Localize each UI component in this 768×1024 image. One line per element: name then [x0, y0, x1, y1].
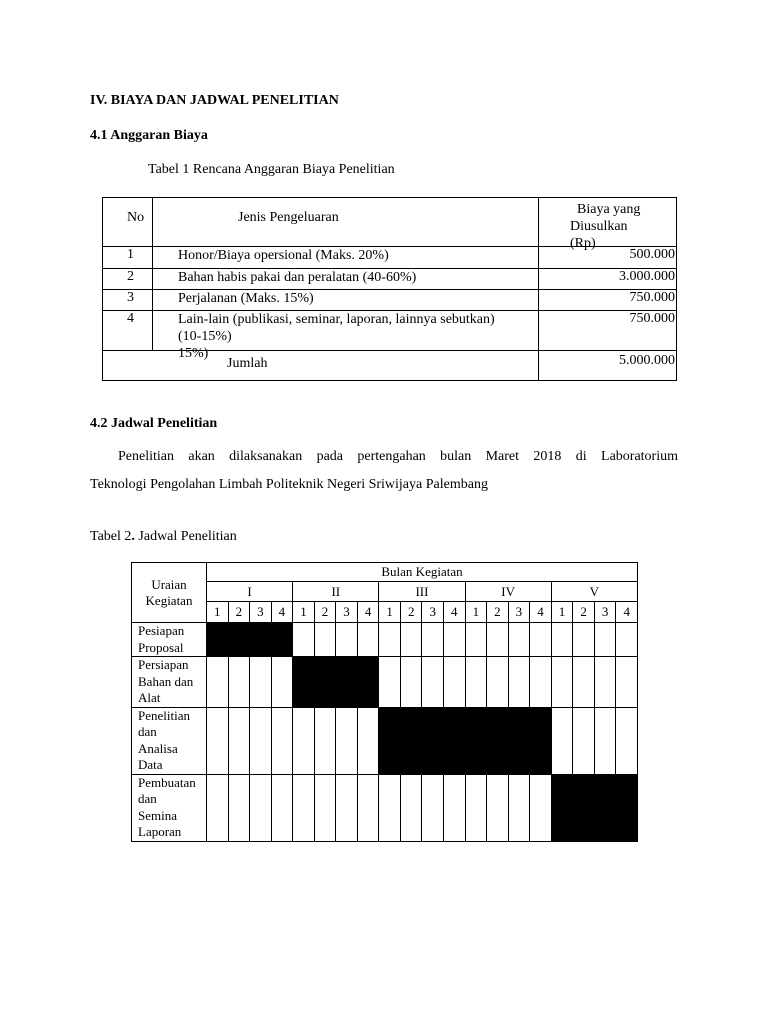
schedule-cell-active: [314, 657, 336, 708]
activity-row: [132, 657, 638, 708]
week-header: 4: [271, 602, 293, 623]
schedule-cell: [314, 707, 336, 774]
schedule-cell-active: [250, 623, 272, 657]
row-no: 1: [103, 247, 153, 269]
week-header: 2: [400, 602, 422, 623]
schedule-cell: [530, 657, 552, 708]
schedule-header-row: [132, 563, 638, 582]
schedule-cell: [207, 774, 229, 841]
week-header: 3: [422, 602, 444, 623]
row-biaya: 750.000: [539, 311, 677, 351]
schedule-cell-active: [551, 774, 573, 841]
week-header: 2: [228, 602, 250, 623]
month-header: IV: [465, 582, 551, 602]
week-header: 2: [573, 602, 595, 623]
week-header: 1: [293, 602, 315, 623]
schedule-cell: [400, 774, 422, 841]
schedule-cell: [228, 774, 250, 841]
activity-label-line: Pesiapan: [138, 623, 185, 638]
schedule-cell: [465, 657, 487, 708]
header-biaya-line2: Diusulkan: [570, 219, 628, 234]
month-header: I: [207, 582, 293, 602]
total-label: Jumlah: [103, 351, 539, 381]
week-header: 1: [551, 602, 573, 623]
schedule-cell-active: [573, 774, 595, 841]
schedule-cell: [271, 774, 293, 841]
schedule-cell: [530, 623, 552, 657]
week-header: 1: [465, 602, 487, 623]
activity-label-line: Alat: [138, 690, 161, 705]
schedule-cell: [379, 657, 401, 708]
schedule-cell-active: [293, 657, 315, 708]
schedule-cell-active: [357, 657, 379, 708]
schedule-cell: [594, 707, 616, 774]
schedule-cell: [336, 707, 358, 774]
schedule-cell: [465, 774, 487, 841]
schedule-cell: [400, 657, 422, 708]
schedule-cell: [487, 774, 509, 841]
table2-caption-prefix: Tabel 2: [90, 529, 132, 544]
activity-label-line: Semina: [138, 807, 177, 823]
schedule-cell: [250, 707, 272, 774]
header-uraian-line2: Kegiatan: [145, 592, 193, 608]
row-jenis: Bahan habis pakai dan peralatan (40-60%): [153, 269, 539, 290]
month-header: III: [379, 582, 465, 602]
row-no: 2: [103, 269, 153, 290]
schedule-cell: [422, 774, 444, 841]
schedule-cell: [444, 623, 466, 657]
schedule-cell: [357, 774, 379, 841]
row-biaya: 750.000: [539, 290, 677, 311]
schedule-cell: [207, 657, 229, 708]
week-header: 4: [616, 602, 638, 623]
activity-label-line: Data: [138, 757, 163, 772]
table-row: [103, 311, 677, 351]
schedule-cell: [379, 623, 401, 657]
schedule-cell: [314, 623, 336, 657]
week-header: 2: [487, 602, 509, 623]
row-no: 4: [103, 311, 153, 351]
week-header: 4: [530, 602, 552, 623]
schedule-cell: [444, 774, 466, 841]
total-value: 5.000.000: [539, 351, 677, 381]
schedule-cell: [508, 623, 530, 657]
activity-label: [132, 623, 207, 657]
row-biaya: 500.000: [539, 247, 677, 269]
schedule-cell-active: [422, 707, 444, 774]
schedule-cell: [508, 774, 530, 841]
row-jenis-line1: Lain-lain (publikasi, seminar, laporan, lainnya sebutkan): [178, 312, 495, 327]
schedule-cell-active: [400, 707, 422, 774]
schedule-cell: [422, 623, 444, 657]
header-biaya: [539, 198, 677, 251]
schedule-cell: [228, 707, 250, 774]
table-row: [103, 290, 677, 311]
schedule-cell: [379, 774, 401, 841]
schedule-month-row: [132, 582, 638, 602]
schedule-cell: [465, 623, 487, 657]
schedule-week-row: [132, 602, 638, 623]
header-bulan-kegiatan: Bulan Kegiatan: [207, 563, 638, 582]
row-no: 3: [103, 290, 153, 311]
activity-label-line: Laporan: [138, 824, 182, 839]
activity-label-line: dan: [138, 791, 157, 806]
schedule-cell-active: [271, 623, 293, 657]
subsection-anggaran-biaya: 4.1 Anggaran Biaya: [90, 128, 208, 143]
schedule-cell: [293, 623, 315, 657]
schedule-cell: [228, 657, 250, 708]
row-jenis: Perjalanan (Maks. 15%): [153, 290, 539, 311]
schedule-table: [131, 562, 638, 842]
budget-table: [102, 197, 677, 381]
schedule-cell: [487, 623, 509, 657]
header-uraian-kegiatan: [132, 563, 207, 623]
activity-label: [132, 657, 207, 708]
schedule-cell: [551, 707, 573, 774]
schedule-cell: [530, 774, 552, 841]
activity-row: [132, 774, 638, 841]
schedule-cell: [314, 774, 336, 841]
week-header: 4: [357, 602, 379, 623]
week-header: 3: [594, 602, 616, 623]
header-jenis-pengeluaran: Jenis Pengeluaran: [153, 198, 539, 247]
schedule-cell: [616, 657, 638, 708]
schedule-cell: [400, 623, 422, 657]
schedule-cell-active: [207, 623, 229, 657]
table2-caption: [90, 529, 237, 545]
schedule-cell: [573, 707, 595, 774]
row-jenis: Honor/Biaya opersional (Maks. 20%): [153, 247, 539, 269]
budget-table-header: [103, 198, 677, 247]
header-biaya-line3: (Rp): [570, 236, 596, 251]
subsection-jadwal-penelitian: 4.2 Jadwal Penelitian: [90, 416, 218, 431]
table1-caption: Tabel 1 Rencana Anggaran Biaya Penelitian: [148, 162, 395, 177]
table2-caption-suffix: Jadwal Penelitian: [134, 529, 237, 544]
week-header: 3: [250, 602, 272, 623]
week-header: 1: [379, 602, 401, 623]
schedule-cell: [357, 623, 379, 657]
week-header: 2: [314, 602, 336, 623]
week-header: 1: [207, 602, 229, 623]
activity-row: [132, 623, 638, 657]
schedule-cell: [207, 707, 229, 774]
row-jenis: [153, 311, 539, 361]
schedule-cell: [336, 623, 358, 657]
row-jenis-line2: (10-15%): [178, 329, 232, 344]
schedule-cell-active: [336, 657, 358, 708]
month-header: V: [551, 582, 637, 602]
schedule-cell: [487, 657, 509, 708]
schedule-cell-active: [465, 707, 487, 774]
schedule-cell: [551, 623, 573, 657]
schedule-cell: [250, 657, 272, 708]
schedule-cell: [551, 657, 573, 708]
week-header: 3: [508, 602, 530, 623]
schedule-cell-active: [530, 707, 552, 774]
schedule-cell-active: [444, 707, 466, 774]
schedule-cell: [271, 707, 293, 774]
schedule-cell: [573, 623, 595, 657]
schedule-cell: [594, 623, 616, 657]
schedule-cell-active: [508, 707, 530, 774]
row-jenis-line3: 15%): [178, 346, 209, 361]
schedule-cell: [444, 657, 466, 708]
paragraph-line1: Penelitian akan dilaksanakan pada pertengahan bulan Maret 2018 di Laboratorium: [118, 449, 678, 464]
schedule-cell: [271, 657, 293, 708]
activity-label: [132, 707, 207, 774]
header-no: No: [103, 198, 153, 247]
week-header: 3: [336, 602, 358, 623]
paragraph-line2: Teknologi Pengolahan Limbah Politeknik Negeri Sriwijaya Palembang: [90, 477, 488, 492]
schedule-cell: [616, 623, 638, 657]
activity-label-line: Bahan dan: [138, 673, 194, 689]
schedule-cell: [594, 657, 616, 708]
schedule-cell: [250, 774, 272, 841]
schedule-cell: [293, 707, 315, 774]
activity-row: [132, 707, 638, 774]
activity-label-line: Penelitian: [138, 707, 190, 723]
activity-label-line: Analisa: [138, 740, 178, 756]
activity-label-line: dan: [138, 724, 157, 739]
schedule-cell: [336, 774, 358, 841]
schedule-cell: [616, 707, 638, 774]
header-biaya-line1: Biaya yang: [577, 202, 641, 217]
activity-label: [132, 774, 207, 841]
schedule-cell-active: [487, 707, 509, 774]
activity-label-line: Proposal: [138, 639, 184, 655]
week-header: 4: [444, 602, 466, 623]
activity-label-line: Persiapan: [138, 657, 189, 672]
schedule-cell: [508, 657, 530, 708]
schedule-cell-active: [594, 774, 616, 841]
schedule-cell: [293, 774, 315, 841]
header-uraian-line1: Uraian: [151, 576, 187, 592]
schedule-cell-active: [379, 707, 401, 774]
schedule-cell-active: [616, 774, 638, 841]
schedule-cell: [422, 657, 444, 708]
schedule-cell-active: [228, 623, 250, 657]
month-header: II: [293, 582, 379, 602]
activity-label-line: Pembuatan: [138, 774, 196, 790]
row-biaya: 3.000.000: [539, 269, 677, 290]
schedule-cell: [573, 657, 595, 708]
table2-caption-suffix-period: .: [131, 529, 135, 544]
table-row: [103, 269, 677, 290]
section-title: IV. BIAYA DAN JADWAL PENELITIAN: [90, 93, 339, 108]
schedule-cell: [357, 707, 379, 774]
